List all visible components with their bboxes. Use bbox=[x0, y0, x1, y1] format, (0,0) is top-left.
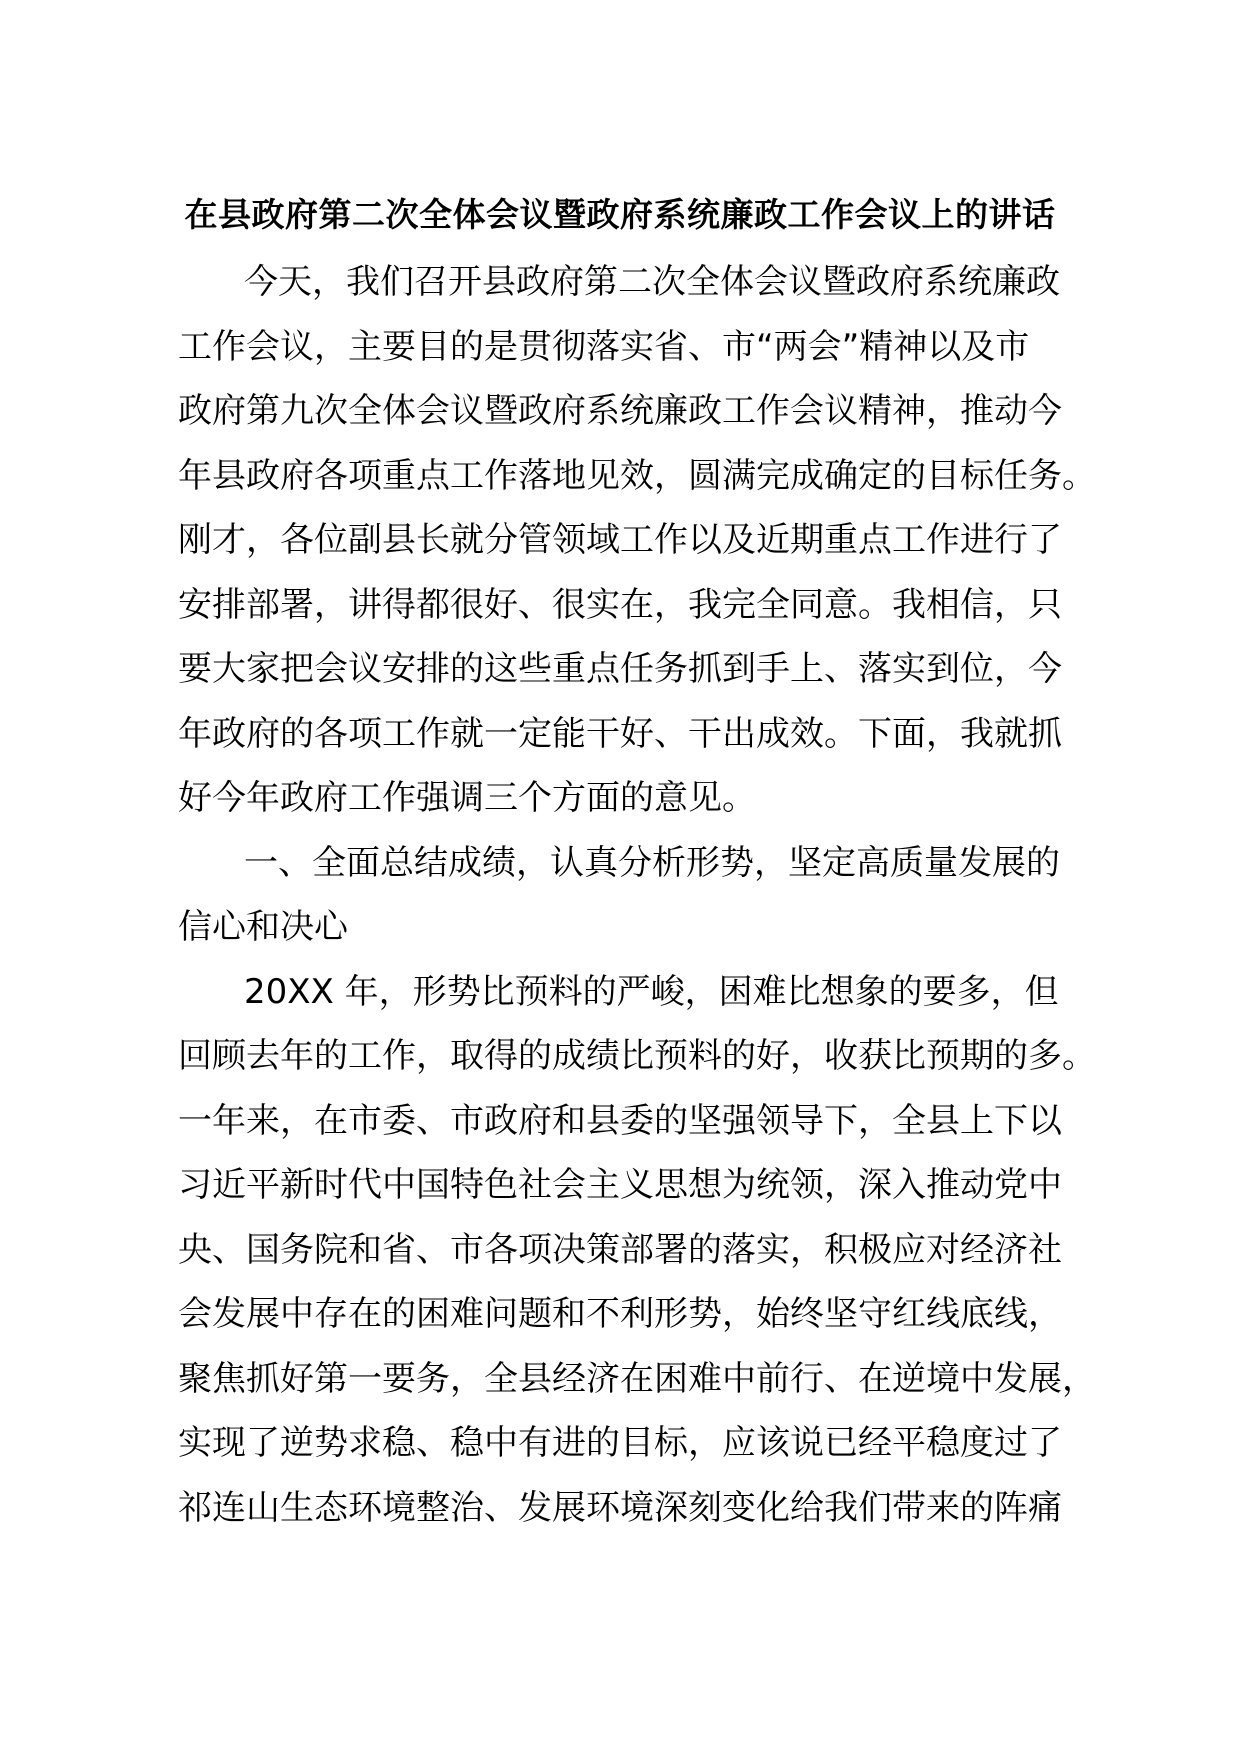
document-title: 在县政府第二次全体会议暨政府系统廉政工作会议上的讲话 bbox=[184, 195, 1056, 234]
paragraph-2-line-6: 会发展中存在的困难问题和不利形势，始终坚守红线底线， bbox=[178, 1294, 1062, 1334]
paragraph-2-line-9: 祁连山生态环境整治、发展环境深刻变化给我们带来的阵痛 bbox=[178, 1487, 1062, 1528]
paragraph-2-line-1: 20XX 年，形势比预料的严峻，困难比想象的要多，但 bbox=[244, 971, 1059, 1012]
paragraph-1-line-5: 刚才，各位副县长就分管领域工作以及近期重点工作进行了 bbox=[178, 520, 1062, 560]
paragraph-2-line-4: 习近平新时代中国特色社会主义思想为统领，深入推动党中 bbox=[178, 1165, 1062, 1205]
paragraph-1-line-3: 政府第九次全体会议暨政府系统廉政工作会议精神，推动今 bbox=[178, 391, 1062, 431]
paragraph-2-line-3: 一年来，在市委、市政府和县委的坚强领导下，全县上下以 bbox=[178, 1100, 1062, 1141]
document-body bbox=[178, 250, 1098, 1540]
paragraph-1-line-6: 安排部署，讲得都很好、很实在，我完全同意。我相信，只 bbox=[178, 584, 1062, 625]
paragraph-1-line-1: 今天，我们召开县政府第二次全体会议暨政府系统廉政 bbox=[244, 262, 1060, 302]
section-heading-1-line-2: 信心和决心 bbox=[178, 907, 348, 947]
paragraph-1-line-2: 工作会议，主要目的是贯彻落实省、市“两会”精神以及市 bbox=[178, 326, 1030, 367]
paragraph-1-line-9: 好今年政府工作强调三个方面的意见。 bbox=[178, 778, 756, 818]
paragraph-1-line-8: 年政府的各项工作就一定能干好、干出成效。下面，我就抓 bbox=[178, 713, 1062, 754]
section-heading-1-line-1: 一、全面总结成绩，认真分析形势，坚定高质量发展的 bbox=[244, 842, 1060, 883]
paragraph-2-line-2: 回顾去年的工作，取得的成绩比预料的好，收获比预期的多。 bbox=[178, 1036, 1096, 1076]
paragraph-1-line-7: 要大家把会议安排的这些重点任务抓到手上、落实到位，今 bbox=[178, 649, 1062, 689]
paragraph-2-line-8: 实现了逆势求稳、稳中有进的目标，应该说已经平稳度过了 bbox=[178, 1423, 1062, 1463]
paragraph-2-line-5: 央、国务院和省、市各项决策部署的落实，积极应对经济社 bbox=[178, 1229, 1062, 1270]
paragraph-2-line-7: 聚焦抓好第一要务，全县经济在困难中前行、在逆境中发展， bbox=[178, 1358, 1096, 1399]
paragraph-1-line-4: 年县政府各项重点工作落地见效，圆满完成确定的目标任务。 bbox=[178, 455, 1096, 496]
